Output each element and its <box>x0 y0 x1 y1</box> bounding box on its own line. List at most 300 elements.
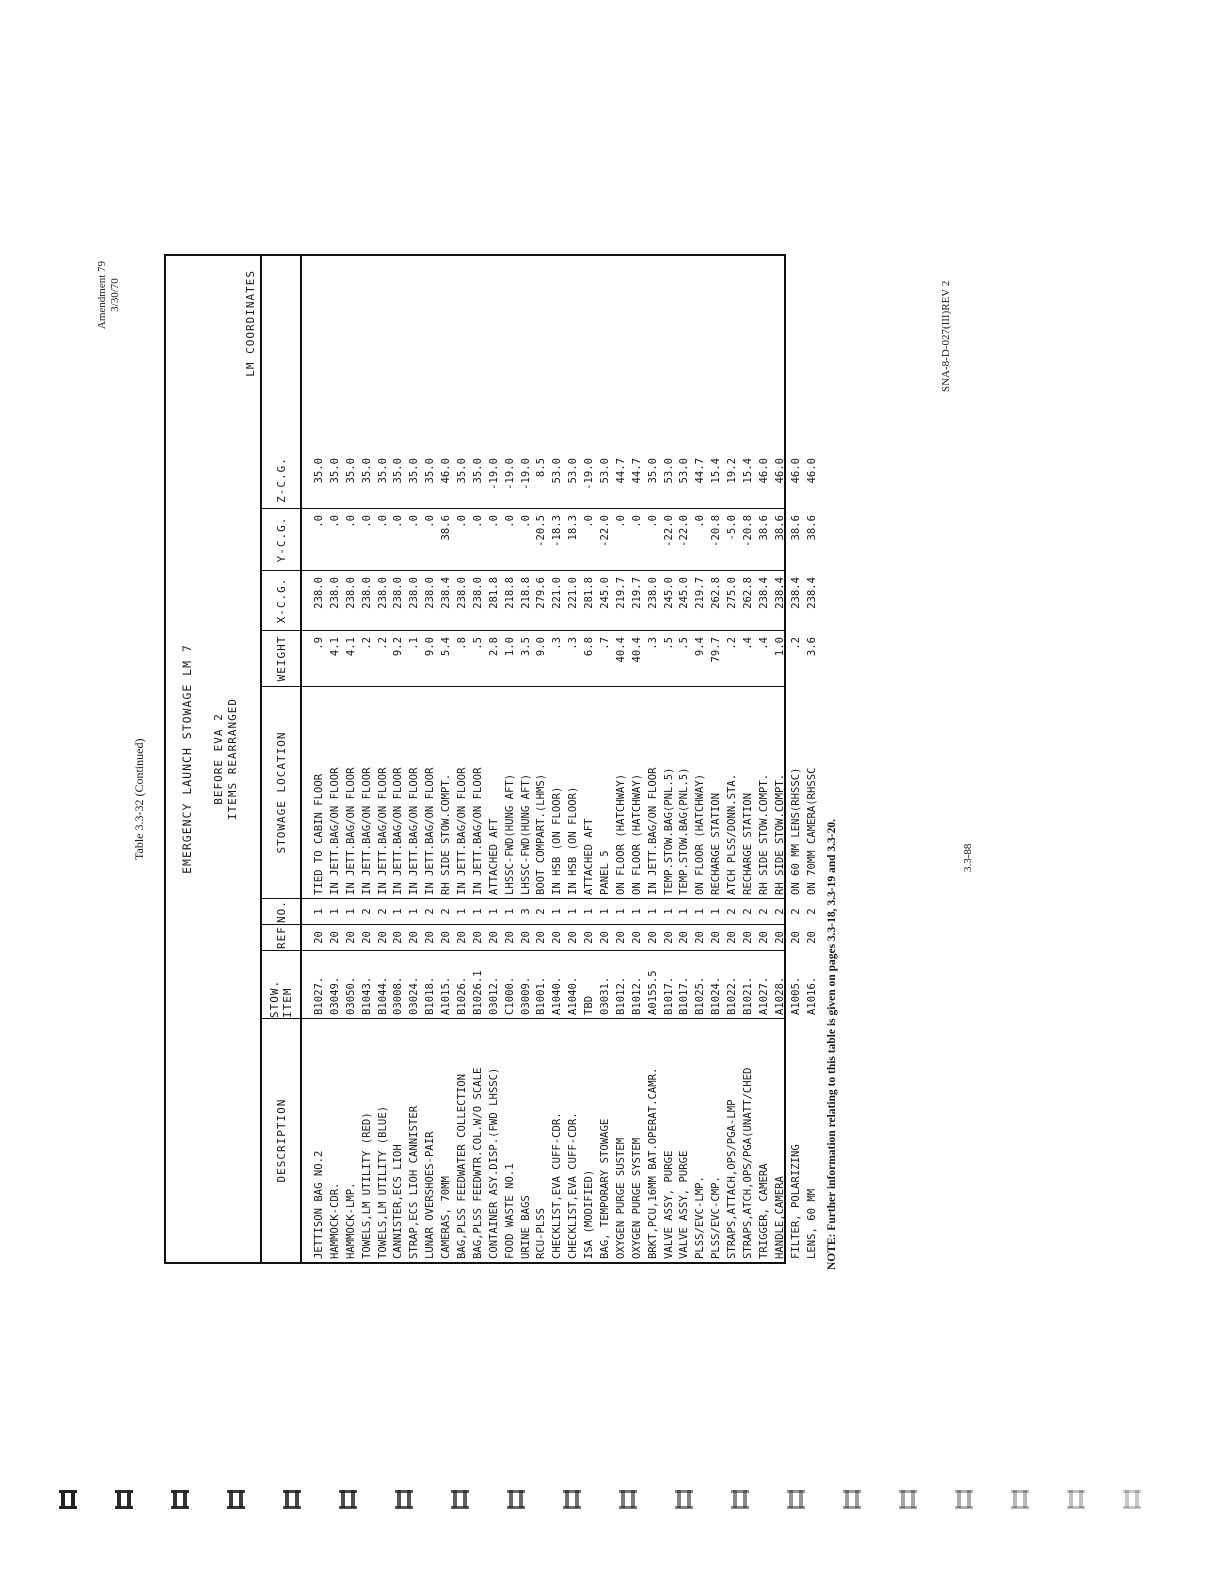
cell-no: 1 <box>328 908 341 915</box>
amendment-date: 3/30/70 <box>109 278 121 312</box>
cell-z-cg: 15.4 <box>742 458 755 484</box>
table-body <box>302 256 818 1262</box>
stowage-table <box>164 254 818 1264</box>
cell-stow-item: B1026.1 <box>471 970 484 1015</box>
cell-no: 1 <box>630 908 643 915</box>
cell-no: 1 <box>583 908 596 915</box>
cell-z-cg: 44.7 <box>694 458 707 484</box>
cell-z-cg: -19.0 <box>519 458 532 490</box>
cell-x-cg: 218.8 <box>519 577 532 609</box>
cell-stowage-location: LHSSC-FWD(HUNG AFT) <box>519 773 532 895</box>
cell-no: 1 <box>471 908 484 915</box>
cell-y-cg: .0 <box>328 515 341 528</box>
cell-ref: 20 <box>742 931 755 944</box>
registration-mark-icon <box>842 1488 864 1510</box>
cell-ref: 20 <box>805 931 818 944</box>
cell-description: BRKT,PCU,16MM BAT.OPERAT.CAMR. <box>646 1067 659 1259</box>
cell-weight: 2.8 <box>487 637 500 657</box>
cell-z-cg: 53.0 <box>662 458 675 484</box>
column-headers <box>262 256 302 1262</box>
cell-stowage-location: LHSSC-FWD(HUNG AFT) <box>503 773 516 895</box>
cell-stow-item: A1040. <box>567 976 580 1015</box>
cell-stowage-location: ON 60 MM LENS(RHSSC) <box>789 767 802 895</box>
cell-ref: 20 <box>376 931 389 944</box>
cell-x-cg: 238.4 <box>440 577 453 609</box>
registration-mark-icon <box>674 1488 696 1510</box>
cell-no: 1 <box>710 908 723 915</box>
cell-z-cg: 46.0 <box>805 458 818 484</box>
cell-x-cg: 219.7 <box>630 577 643 609</box>
cell-stow-item: A1027. <box>757 976 770 1015</box>
cell-stow-item: 03009. <box>519 976 532 1015</box>
cell-stowage-location: IN JETT.BAG/ON FLOOR <box>456 767 469 895</box>
cell-no: 2 <box>742 908 755 915</box>
registration-mark-icon <box>394 1488 416 1510</box>
cell-description: HAMMOCK-LMP. <box>344 1182 357 1259</box>
registration-mark-icon <box>1010 1488 1032 1510</box>
cell-ref: 20 <box>614 931 627 944</box>
cell-stowage-location: TIED TO CABIN FLOOR <box>313 773 325 895</box>
cell-z-cg: -19.0 <box>487 458 500 490</box>
cell-stow-item: B1021. <box>742 976 755 1015</box>
col-header-description: DESCRIPTION <box>262 1018 300 1262</box>
cell-ref: 20 <box>360 931 373 944</box>
cell-stowage-location: PANEL 5 <box>599 850 612 895</box>
col-header-stowage-location: STOWAGE LOCATION <box>262 686 300 898</box>
cell-weight: .2 <box>376 637 389 650</box>
cell-description: PLSS/EVC-CMP. <box>710 1176 723 1259</box>
cell-weight: 1.0 <box>503 637 516 657</box>
cell-z-cg: 35.0 <box>376 458 389 484</box>
cell-ref: 20 <box>662 931 675 944</box>
stowage-table-rotated <box>164 254 818 1264</box>
cell-z-cg: 35.0 <box>456 458 469 484</box>
registration-mark-icon <box>954 1488 976 1510</box>
cell-y-cg: -5.0 <box>726 515 739 541</box>
cell-ref: 20 <box>630 931 643 944</box>
cell-ref: 20 <box>535 931 548 944</box>
cell-ref: 20 <box>503 931 516 944</box>
cell-ref: 20 <box>456 931 469 944</box>
cell-z-cg: 35.0 <box>328 458 341 484</box>
cell-stow-item: B1024. <box>710 976 723 1015</box>
cell-x-cg: 238.4 <box>773 577 786 609</box>
cell-stowage-location: IN JETT.BAG/ON FLOOR <box>646 767 659 895</box>
cell-stowage-location: ON FLOOR (HATCHWAY) <box>614 773 627 895</box>
cell-y-cg: -18.3 <box>551 515 564 547</box>
cell-description: FOOD WASTE NO.1 <box>503 1163 516 1259</box>
cell-stow-item: B1026. <box>456 976 469 1015</box>
cell-x-cg: 238.0 <box>456 577 469 609</box>
cell-no: 1 <box>646 908 659 915</box>
col-no <box>302 898 818 924</box>
cell-description: FILTER, POLARIZING <box>789 1144 802 1259</box>
cell-stowage-location: TEMP.STOW.BAG(PNL.5) <box>678 767 691 895</box>
cell-y-cg: 38.6 <box>757 515 770 541</box>
cell-x-cg: 238.0 <box>424 577 437 609</box>
cell-x-cg: 281.8 <box>583 577 596 609</box>
cell-x-cg: 238.0 <box>313 577 325 609</box>
cell-stow-item: TBD <box>583 995 596 1015</box>
cell-weight: 3.5 <box>519 637 532 657</box>
col-x-cg <box>302 570 818 630</box>
cell-x-cg: 245.0 <box>678 577 691 609</box>
cell-ref: 20 <box>757 931 770 944</box>
lm-coordinates-header: LM COORDINATES <box>244 270 257 377</box>
cell-ref: 20 <box>344 931 357 944</box>
cell-weight: 6.8 <box>583 637 596 657</box>
cell-ref: 20 <box>519 931 532 944</box>
cell-weight: 1.0 <box>773 637 786 657</box>
cell-y-cg: -20.5 <box>535 515 548 547</box>
registration-mark-icon <box>1122 1488 1144 1510</box>
cell-x-cg: 238.0 <box>408 577 421 609</box>
registration-mark-icon <box>786 1488 808 1510</box>
cell-no: 2 <box>360 908 373 915</box>
cell-ref: 20 <box>551 931 564 944</box>
cell-y-cg: .0 <box>694 515 707 528</box>
col-ref <box>302 924 818 950</box>
col-y-cg <box>302 508 818 570</box>
cell-description: CHECKLIST,EVA CUFF-CDR. <box>567 1112 580 1259</box>
registration-mark-icon <box>898 1488 920 1510</box>
cell-ref: 20 <box>408 931 421 944</box>
cell-stowage-location: IN JETT.BAG/ON FLOOR <box>360 767 373 895</box>
cell-stowage-location: IN JETT.BAG/ON FLOOR <box>392 767 405 895</box>
cell-description: LUNAR OVERSHOES-PAIR <box>424 1131 437 1259</box>
cell-x-cg: 262.8 <box>710 577 723 609</box>
table-title: EMERGENCY LAUNCH STOWAGE LM 7 <box>180 644 194 874</box>
cell-no: 2 <box>440 908 453 915</box>
cell-stow-item: B1018. <box>424 976 437 1015</box>
cell-weight: .2 <box>360 637 373 650</box>
cell-stowage-location: BOOT COMPART.(LHMS) <box>535 773 548 895</box>
cell-description: BAG,PLSS FEEDWATER COLLECTION <box>456 1074 469 1259</box>
cell-y-cg: -22.0 <box>678 515 691 547</box>
col-header-x-cg: X-C.G. <box>262 570 300 630</box>
cell-no: 1 <box>344 908 357 915</box>
cell-z-cg: 19.2 <box>726 458 739 484</box>
cell-description: STRAP,ECS LIOH CANNISTER <box>408 1105 421 1259</box>
registration-mark-icon <box>1066 1488 1088 1510</box>
col-header-y-cg: Y-C.G. <box>262 508 300 570</box>
cell-weight: 40.4 <box>630 637 643 663</box>
cell-stow-item: B1017. <box>662 976 675 1015</box>
cell-no: 2 <box>726 908 739 915</box>
cell-description: URINE BAGS <box>519 1195 532 1259</box>
cell-weight: .7 <box>599 637 612 650</box>
col-description <box>302 1018 818 1262</box>
cell-z-cg: 46.0 <box>789 458 802 484</box>
cell-y-cg: -20.8 <box>710 515 723 547</box>
cell-stow-item: 03049. <box>328 976 341 1015</box>
cell-ref: 20 <box>694 931 707 944</box>
amendment-number: Amendment 79 <box>96 260 108 330</box>
cell-x-cg: 238.0 <box>360 577 373 609</box>
cell-x-cg: 245.0 <box>662 577 675 609</box>
cell-y-cg: .0 <box>392 515 405 528</box>
cell-no: 1 <box>503 908 516 915</box>
cell-description: TOWELS,LM UTILITY (BLUE) <box>376 1105 389 1259</box>
cell-stow-item: 03024. <box>408 976 421 1015</box>
cell-ref: 20 <box>678 931 691 944</box>
cell-x-cg: 238.4 <box>805 577 818 609</box>
cell-stow-item: B1017. <box>678 976 691 1015</box>
cell-stow-item: A1015. <box>440 976 453 1015</box>
registration-mark-icon <box>170 1488 192 1510</box>
cell-no: 1 <box>694 908 707 915</box>
cell-z-cg: 8.5 <box>535 458 548 478</box>
cell-z-cg: 35.0 <box>471 458 484 484</box>
cell-no: 1 <box>313 908 325 915</box>
cell-description: TRIGGER, CAMERA <box>757 1163 770 1259</box>
cell-weight: .4 <box>757 637 770 650</box>
cell-stowage-location: IN JETT.BAG/ON FLOOR <box>471 767 484 895</box>
cell-ref: 20 <box>599 931 612 944</box>
registration-mark-icon <box>114 1488 136 1510</box>
cell-ref: 20 <box>440 931 453 944</box>
cell-stow-item: 03050. <box>344 976 357 1015</box>
cell-stowage-location: IN JETT.BAG/ON FLOOR <box>376 767 389 895</box>
cell-stow-item: C1000. <box>503 976 516 1015</box>
cell-no: 1 <box>487 908 500 915</box>
cell-x-cg: 219.7 <box>694 577 707 609</box>
registration-mark-icon <box>506 1488 528 1510</box>
col-weight <box>302 630 818 686</box>
cell-stowage-location: IN JETT.BAG/ON FLOOR <box>408 767 421 895</box>
cell-weight: 3.6 <box>805 637 818 657</box>
cell-y-cg: .0 <box>456 515 469 528</box>
col-header-no: NO. <box>262 898 300 924</box>
cell-weight: .5 <box>662 637 675 650</box>
cell-y-cg: .0 <box>487 515 500 528</box>
cell-weight: 4.1 <box>344 637 357 657</box>
cell-x-cg: 238.0 <box>392 577 405 609</box>
cell-stowage-location: ON FLOOR (HATCHWAY) <box>694 773 707 895</box>
cell-stow-item: B1025. <box>694 976 707 1015</box>
cell-ref: 20 <box>646 931 659 944</box>
cell-x-cg: 238.0 <box>344 577 357 609</box>
cell-description: BAG,PLSS FEEDWTR.COL.W/O SCALE <box>471 1067 484 1259</box>
cell-description: PLSS/EVC-LMP. <box>694 1176 707 1259</box>
cell-no: 2 <box>773 908 786 915</box>
cell-stow-item: B1044. <box>376 976 389 1015</box>
cell-z-cg: 46.0 <box>757 458 770 484</box>
cell-y-cg: .0 <box>360 515 373 528</box>
cell-stowage-location: RH SIDE STOW.COMPT. <box>757 773 770 895</box>
cell-description: LENS, 60 MM <box>805 1188 818 1259</box>
cell-weight: .1 <box>408 637 421 650</box>
cell-weight: .4 <box>742 637 755 650</box>
cell-weight: .2 <box>726 637 739 650</box>
cell-weight: 40.4 <box>614 637 627 663</box>
cell-description: CHECKLIST,EVA CUFF-CDR. <box>551 1112 564 1259</box>
cell-stow-item: A1040. <box>551 976 564 1015</box>
cell-x-cg: 221.0 <box>567 577 580 609</box>
cell-x-cg: 238.0 <box>646 577 659 609</box>
cell-description: VALVE ASSY, PURGE <box>678 1150 691 1259</box>
cell-z-cg: 53.0 <box>551 458 564 484</box>
cell-z-cg: 53.0 <box>678 458 691 484</box>
cell-stowage-location: RH SIDE STOW.COMPT. <box>440 773 453 895</box>
cell-stowage-location: ATTACHED AFT <box>583 818 596 895</box>
cell-stow-item: B1022. <box>726 976 739 1015</box>
cell-x-cg: 238.0 <box>471 577 484 609</box>
cell-weight: .5 <box>678 637 691 650</box>
cell-stow-item: 03008. <box>392 976 405 1015</box>
col-stow-item <box>302 950 818 1018</box>
cell-no: 2 <box>424 908 437 915</box>
cell-weight: 9.0 <box>424 637 437 657</box>
cell-x-cg: 281.8 <box>487 577 500 609</box>
cell-x-cg: 238.0 <box>376 577 389 609</box>
cell-z-cg: 35.0 <box>313 458 325 484</box>
cell-x-cg: 238.0 <box>328 577 341 609</box>
cell-stow-item: B1012. <box>614 976 627 1015</box>
cell-no: 1 <box>662 908 675 915</box>
cell-stow-item: A0155.5 <box>646 970 659 1015</box>
cell-no: 1 <box>456 908 469 915</box>
cell-ref: 20 <box>773 931 786 944</box>
registration-mark-icon <box>282 1488 304 1510</box>
cell-ref: 20 <box>424 931 437 944</box>
cell-stowage-location: ATCH PLSS/DONN.STA. <box>726 773 739 895</box>
registration-mark-icon <box>450 1488 472 1510</box>
cell-no: 3 <box>519 908 532 915</box>
cell-y-cg: .0 <box>646 515 659 528</box>
cell-weight: .5 <box>471 637 484 650</box>
cell-weight: 79.7 <box>710 637 723 663</box>
cell-description: TOWELS,LM UTILITY (RED) <box>360 1112 373 1259</box>
cell-description: CAMERAS, 70MM <box>440 1176 453 1259</box>
cell-weight: .3 <box>551 637 564 650</box>
cell-stow-item: 03031. <box>599 976 612 1015</box>
cell-ref: 20 <box>567 931 580 944</box>
cell-stowage-location: ON FLOOR (HATCHWAY) <box>630 773 643 895</box>
cell-stowage-location: ATTACHED AFT <box>487 818 500 895</box>
col-header-ref: REF <box>262 924 300 950</box>
cell-no: 2 <box>535 908 548 915</box>
cell-weight: 9.2 <box>392 637 405 657</box>
cell-no: 1 <box>408 908 421 915</box>
cell-ref: 20 <box>726 931 739 944</box>
cell-stow-item: B1012. <box>630 976 643 1015</box>
col-header-weight: WEIGHT <box>262 630 300 686</box>
cell-no: 2 <box>757 908 770 915</box>
cell-stow-item: B1027. <box>313 976 325 1015</box>
cell-y-cg: .0 <box>376 515 389 528</box>
cell-weight: .9 <box>313 637 325 650</box>
cell-y-cg: -22.0 <box>662 515 675 547</box>
cell-stow-item: 03012. <box>487 976 500 1015</box>
cell-x-cg: 221.0 <box>551 577 564 609</box>
cell-ref: 20 <box>583 931 596 944</box>
cell-ref: 20 <box>710 931 723 944</box>
cell-weight: 9.0 <box>535 637 548 657</box>
cell-stowage-location: IN JETT.BAG/ON FLOOR <box>344 767 357 895</box>
cell-description: OXYGEN PURGE SYSTEM <box>630 1137 643 1259</box>
cell-y-cg: .0 <box>614 515 627 528</box>
cell-stow-item: B1001. <box>535 976 548 1015</box>
cell-stowage-location: RECHARGE STATION <box>742 792 755 895</box>
cell-description: JETTISON BAG NO.2 <box>313 1150 325 1259</box>
cell-x-cg: 279.6 <box>535 577 548 609</box>
cell-ref: 20 <box>313 931 325 944</box>
cell-x-cg: 219.7 <box>614 577 627 609</box>
cell-y-cg: 38.6 <box>789 515 802 541</box>
table-subtitle-2: ITEMS REARRANGED <box>226 698 239 820</box>
col-header-stow-item: STOW. ITEM <box>262 950 300 1018</box>
cell-ref: 20 <box>487 931 500 944</box>
cell-z-cg: -19.0 <box>503 458 516 490</box>
cell-description: STRAPS,ATTACH,OPS/PGA-LMP <box>726 1099 739 1259</box>
cell-description: BAG, TEMPORARY STOWAGE <box>599 1118 612 1259</box>
cell-description: CANNISTER,ECS LIOH <box>392 1144 405 1259</box>
cell-y-cg: .0 <box>583 515 596 528</box>
cell-z-cg: 15.4 <box>710 458 723 484</box>
cell-weight: .8 <box>456 637 469 650</box>
table-header <box>166 256 262 1262</box>
cell-x-cg: 262.8 <box>742 577 755 609</box>
cell-no: 1 <box>551 908 564 915</box>
cell-stowage-location: TEMP.STOW.BAG(PNL.5) <box>662 767 675 895</box>
cell-stowage-location: IN HSB (ON FLOOR) <box>567 786 580 895</box>
cell-description: STRAPS,ATCH,OPS/PGA(UNATT/CHED <box>742 1067 755 1259</box>
cell-y-cg: .0 <box>471 515 484 528</box>
cell-weight: .2 <box>789 637 802 650</box>
cell-z-cg: 46.0 <box>440 458 453 484</box>
cell-weight: 4.1 <box>328 637 341 657</box>
cell-no: 1 <box>567 908 580 915</box>
cell-stowage-location: RECHARGE STATION <box>710 792 723 895</box>
cell-z-cg: 35.0 <box>646 458 659 484</box>
cell-stowage-location: ON 70MM CAMERA(RHSSC <box>805 767 818 895</box>
cell-no: 2 <box>789 908 802 915</box>
cell-description: HAMMOCK-CDR. <box>328 1182 341 1259</box>
cell-ref: 20 <box>392 931 405 944</box>
cell-z-cg: 44.7 <box>630 458 643 484</box>
cell-stow-item: B1043. <box>360 976 373 1015</box>
registration-mark-icon <box>58 1488 80 1510</box>
cell-y-cg: .0 <box>344 515 357 528</box>
cell-x-cg: 238.4 <box>757 577 770 609</box>
cell-x-cg: 238.4 <box>789 577 802 609</box>
col-stowage-location <box>302 686 818 898</box>
cell-stowage-location: IN HSB (ON FLOOR) <box>551 786 564 895</box>
cell-z-cg: 46.0 <box>773 458 786 484</box>
cell-stow-item: A1028. <box>773 976 786 1015</box>
cell-x-cg: 218.8 <box>503 577 516 609</box>
cell-z-cg: 44.7 <box>614 458 627 484</box>
cell-stow-item: A1016. <box>805 976 818 1015</box>
cell-ref: 20 <box>789 931 802 944</box>
cell-x-cg: 275.0 <box>726 577 739 609</box>
cell-y-cg: .0 <box>519 515 532 528</box>
cell-ref: 20 <box>328 931 341 944</box>
cell-y-cg: 38.6 <box>805 515 818 541</box>
cell-ref: 20 <box>471 931 484 944</box>
registration-mark-icon <box>562 1488 584 1510</box>
cell-z-cg: 35.0 <box>408 458 421 484</box>
registration-mark-icon <box>618 1488 640 1510</box>
cell-no: 1 <box>392 908 405 915</box>
cell-description: CONTAINER ASY.DISP.(FWD LHSSC) <box>487 1067 500 1259</box>
cell-no: 2 <box>376 908 389 915</box>
cell-y-cg: .0 <box>424 515 437 528</box>
cell-y-cg: .0 <box>313 515 325 528</box>
film-registration-marks <box>0 1488 1220 1528</box>
cell-description: VALVE ASSY, PURGE <box>662 1150 675 1259</box>
